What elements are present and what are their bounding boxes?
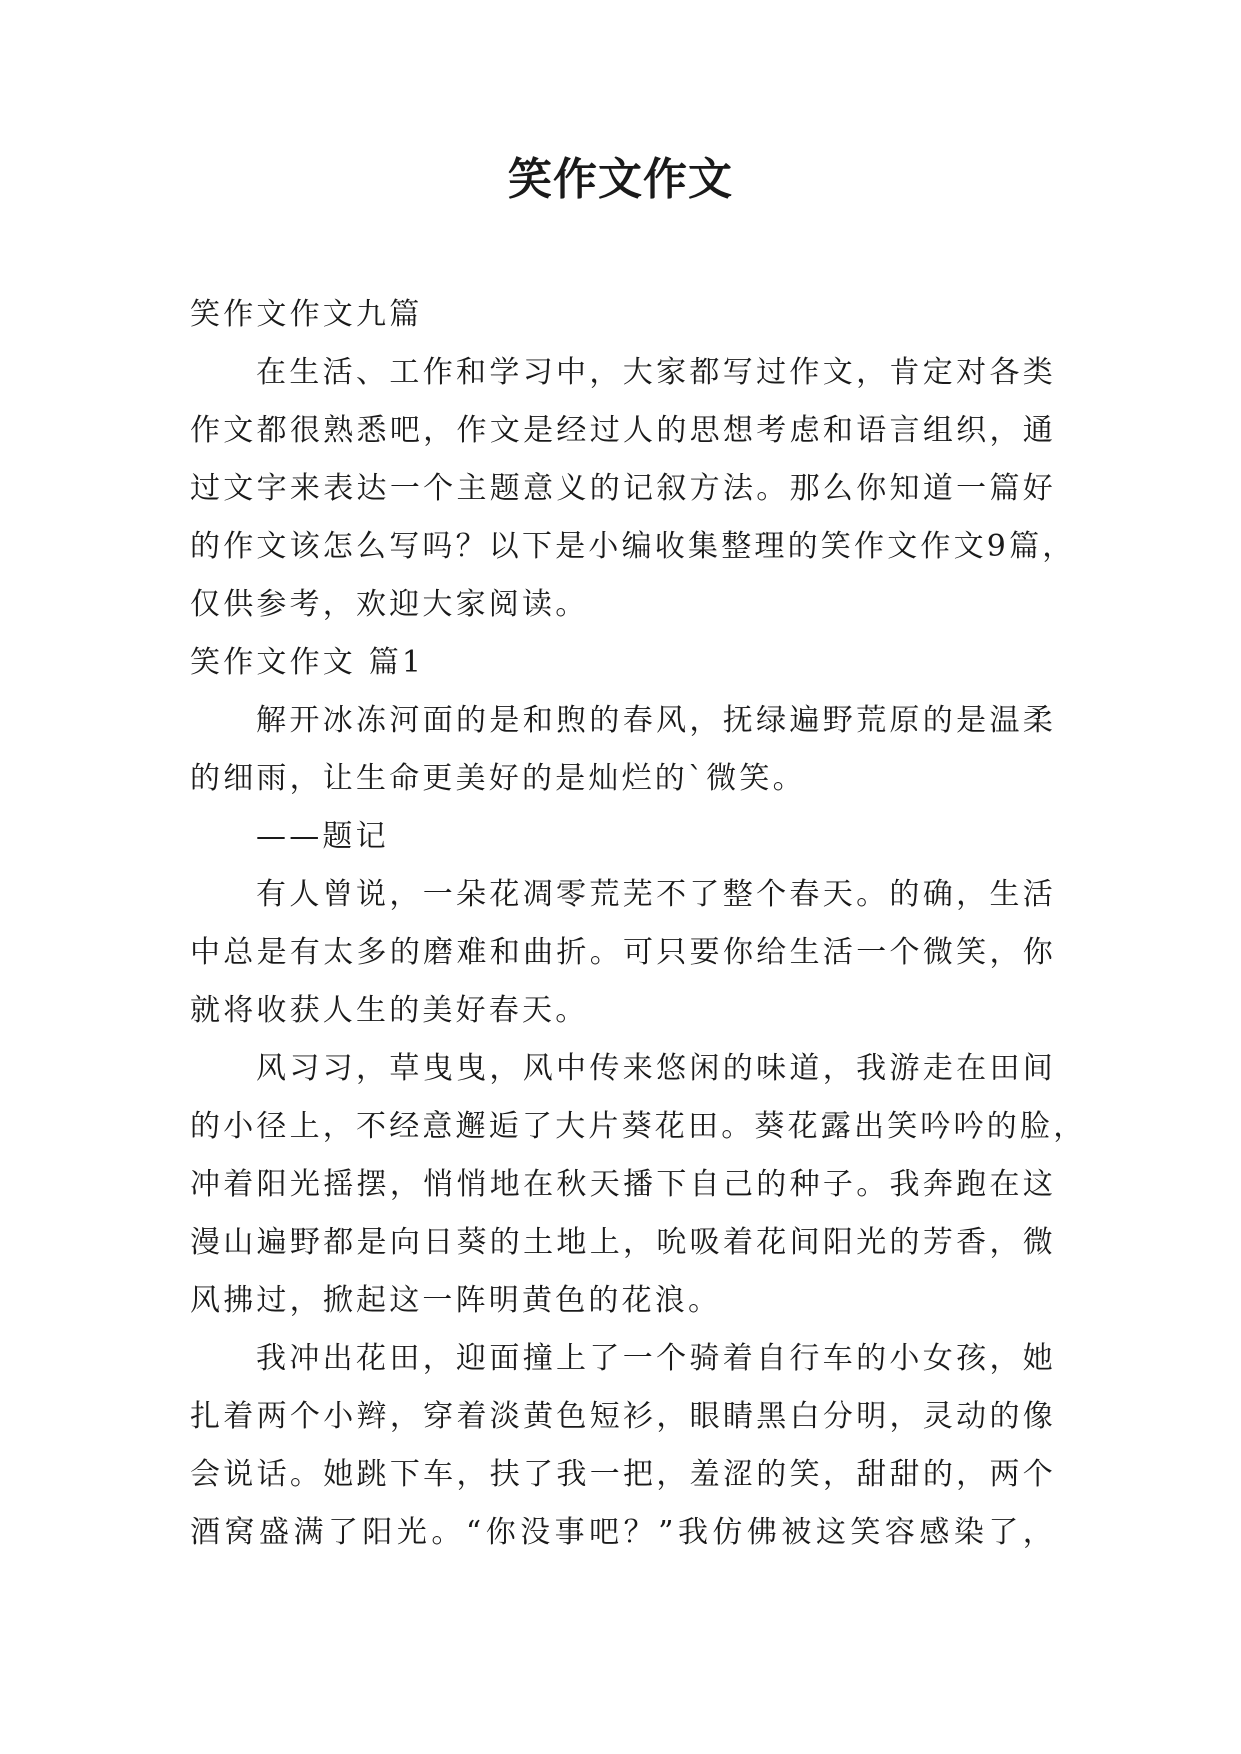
text-line: 在生活、工作和学习中，大家都写过作文，肯定对各类	[256, 355, 1056, 390]
text-line: 笑作文作文九篇	[190, 297, 423, 332]
text-line: 有人曾说，一朵花凋零荒芜不了整个春天。的确，生活	[256, 877, 1056, 912]
text-line: 的作文该怎么写吗？以下是小编收集整理的笑作文作文9篇，	[190, 529, 1076, 564]
text-line: 笑作文作文 篇1	[190, 645, 425, 680]
text-line: 解开冰冻河面的是和煦的春风，抚绿遍野荒原的是温柔	[256, 703, 1056, 738]
text-line: 的小径上，不经意邂逅了大片葵花田。葵花露出笑吟吟的脸，	[190, 1109, 1087, 1144]
text-line: 中总是有太多的磨难和曲折。可只要你给生活一个微笑，你	[190, 935, 1056, 970]
text-line: ——题记	[256, 819, 389, 854]
text-line: 仅供参考，欢迎大家阅读。	[190, 587, 589, 622]
text-line: 的细雨，让生命更美好的是灿烂的`微笑。	[190, 761, 806, 796]
text-line: 酒窝盛满了阳光。“你没事吧？”我仿佛被这笑容感染了，	[190, 1515, 1056, 1550]
text-line: 风习习，草曳曳，风中传来悠闲的味道，我游走在田间	[256, 1051, 1056, 1086]
text-line: 扎着两个小辫，穿着淡黄色短衫，眼睛黑白分明，灵动的像	[190, 1399, 1056, 1434]
text-line: 冲着阳光摇摆，悄悄地在秋天播下自己的种子。我奔跑在这	[190, 1167, 1056, 1202]
text-line: 我冲出花田，迎面撞上了一个骑着自行车的小女孩，她	[256, 1341, 1056, 1376]
text-line: 漫山遍野都是向日葵的土地上，吮吸着花间阳光的芳香，微	[190, 1225, 1056, 1260]
text-line: 作文都很熟悉吧，作文是经过人的思想考虑和语言组织，通	[190, 413, 1056, 448]
text-line: 会说话。她跳下车，扶了我一把，羞涩的笑，甜甜的，两个	[190, 1457, 1056, 1492]
text-line: 就将收获人生的美好春天。	[190, 993, 589, 1028]
document-title: 笑作文作文	[508, 154, 733, 205]
document-body	[190, 286, 1087, 1562]
text-line: 风拂过，掀起这一阵明黄色的花浪。	[190, 1283, 722, 1318]
text-line: 过文字来表达一个主题意义的记叙方法。那么你知道一篇好	[190, 471, 1056, 506]
